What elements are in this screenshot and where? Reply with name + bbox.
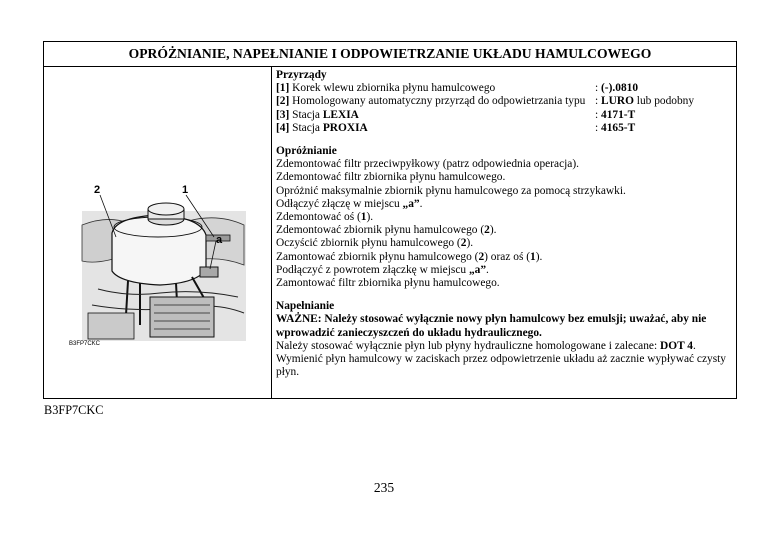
tool-colon: : bbox=[595, 108, 602, 121]
tool-colon: : bbox=[595, 82, 602, 95]
figure-label-1: 1 bbox=[182, 185, 189, 196]
step-text-part: . bbox=[419, 197, 423, 210]
tool-row bbox=[276, 122, 736, 135]
step-text bbox=[276, 237, 736, 250]
step-text-part: ). bbox=[466, 237, 474, 250]
step-text-bold: 2 bbox=[484, 224, 490, 237]
tool-reference: (-).0810 bbox=[601, 82, 639, 95]
step-text-bold: 1 bbox=[530, 250, 536, 263]
step-text bbox=[276, 211, 736, 224]
step-text-bold: 2 bbox=[478, 250, 485, 263]
page-title: OPRÓŻNIANIE, NAPEŁNIANIE I ODPOWIETRZANIE UKŁADU HAMULCOWEGO bbox=[44, 42, 736, 67]
warning-text: WAŻNE: Należy stosować wyłącznie nowy płyn hamulcowy bez emulsji; uważać, aby nie wprowadzić zanieczyszczeń do układu hydraulicznego. bbox=[276, 313, 707, 339]
step-text bbox=[276, 251, 736, 264]
step-text-bold: „a” bbox=[402, 197, 420, 210]
brake-reservoir-illustration bbox=[68, 185, 246, 347]
figure-label-a: a bbox=[216, 234, 223, 246]
tool-number: [1] bbox=[276, 82, 290, 95]
tool-number: [4] bbox=[276, 121, 290, 134]
tool-number: [3] bbox=[276, 108, 290, 121]
figure-column bbox=[44, 67, 272, 399]
step-text-bold: „a” bbox=[468, 263, 487, 276]
step-text-part: . bbox=[693, 339, 696, 352]
step-text: Zamontować filtr zbiornika płynu hamulcowego. bbox=[276, 277, 500, 290]
tool-row bbox=[276, 95, 736, 108]
figure-caption: B3FP7CKC bbox=[44, 403, 104, 417]
step-text: Zdemontować filtr przeciwpyłkowy (patrz odpowiednia operacja). bbox=[276, 158, 579, 171]
step-text bbox=[276, 340, 736, 353]
step-text-part: Podłączyć z powrotem złączkę w miejscu bbox=[276, 263, 469, 276]
tool-name: Homologowany automatyczny przyrząd do odpowietrzania typu bbox=[289, 95, 586, 108]
tool-number: [2] bbox=[276, 95, 290, 108]
tool-reference-suffix: lub podobny bbox=[633, 95, 695, 108]
draining-heading: Opróżnianie bbox=[276, 145, 337, 158]
instructions-column bbox=[276, 69, 736, 379]
step-text-bold: 2 bbox=[460, 237, 467, 250]
step-text-part: . bbox=[486, 263, 489, 276]
tool-name: Stacja bbox=[289, 121, 323, 134]
step-text-part: Zdemontować zbiornik płynu hamulcowego ( bbox=[276, 224, 485, 237]
step-text-bold: DOT 4 bbox=[659, 339, 694, 352]
figure-label-2: 2 bbox=[94, 185, 101, 196]
step-text-part: ). bbox=[366, 211, 374, 224]
tool-name: Korek wlewu zbiornika płynu hamulcowego bbox=[289, 82, 496, 95]
tool-row bbox=[276, 82, 736, 95]
tools-heading: Przyrządy bbox=[276, 69, 327, 81]
step-text: Zdemontować filtr zbiornika płynu hamulcowego. bbox=[276, 171, 506, 184]
procedure-table bbox=[43, 41, 737, 399]
tool-row bbox=[276, 109, 736, 122]
step-text bbox=[276, 198, 736, 211]
step-text-part: Odłączyć złączę w miejscu bbox=[276, 197, 403, 210]
step-text bbox=[276, 264, 736, 277]
step-text-part: ). bbox=[535, 250, 543, 263]
step-text-part: Zdemontować oś ( bbox=[276, 211, 361, 224]
step-text-part: ). bbox=[489, 224, 497, 237]
tool-reference: LURO bbox=[601, 95, 634, 108]
step-text-bold: 1 bbox=[360, 211, 367, 224]
step-text: Opróżnić maksymalnie zbiornik płynu hamulcowego za pomocą strzykawki. bbox=[276, 184, 626, 197]
tool-reference: 4165-T bbox=[601, 121, 636, 134]
step-text-part: Należy stosować wyłącznie płyn lub płyny hydrauliczne homologowane i zalecane: bbox=[276, 339, 660, 352]
tool-reference: 4171-T bbox=[601, 108, 636, 121]
step-text-part: ) oraz oś ( bbox=[484, 250, 531, 263]
page-number: 235 bbox=[373, 480, 395, 495]
tool-colon: : bbox=[595, 95, 602, 108]
tool-colon: : bbox=[595, 121, 602, 134]
step-text bbox=[276, 224, 736, 237]
tool-name: Stacja bbox=[289, 108, 323, 121]
step-text: Wymienić płyn hamulcowy w zaciskach przez odpowietrzenie układu aż zacznie wypływać czysty płyn. bbox=[276, 353, 727, 379]
filling-heading: Napełnianie bbox=[276, 300, 335, 313]
tool-name-bold: LEXIA bbox=[322, 108, 359, 121]
step-text-part: Oczyścić zbiornik płynu hamulcowego ( bbox=[276, 237, 461, 250]
figure-code: B3FP7CKC bbox=[69, 341, 101, 347]
step-text-part: Zamontować zbiornik płynu hamulcowego ( bbox=[276, 250, 479, 263]
tool-name-bold: PROXIA bbox=[322, 121, 368, 134]
